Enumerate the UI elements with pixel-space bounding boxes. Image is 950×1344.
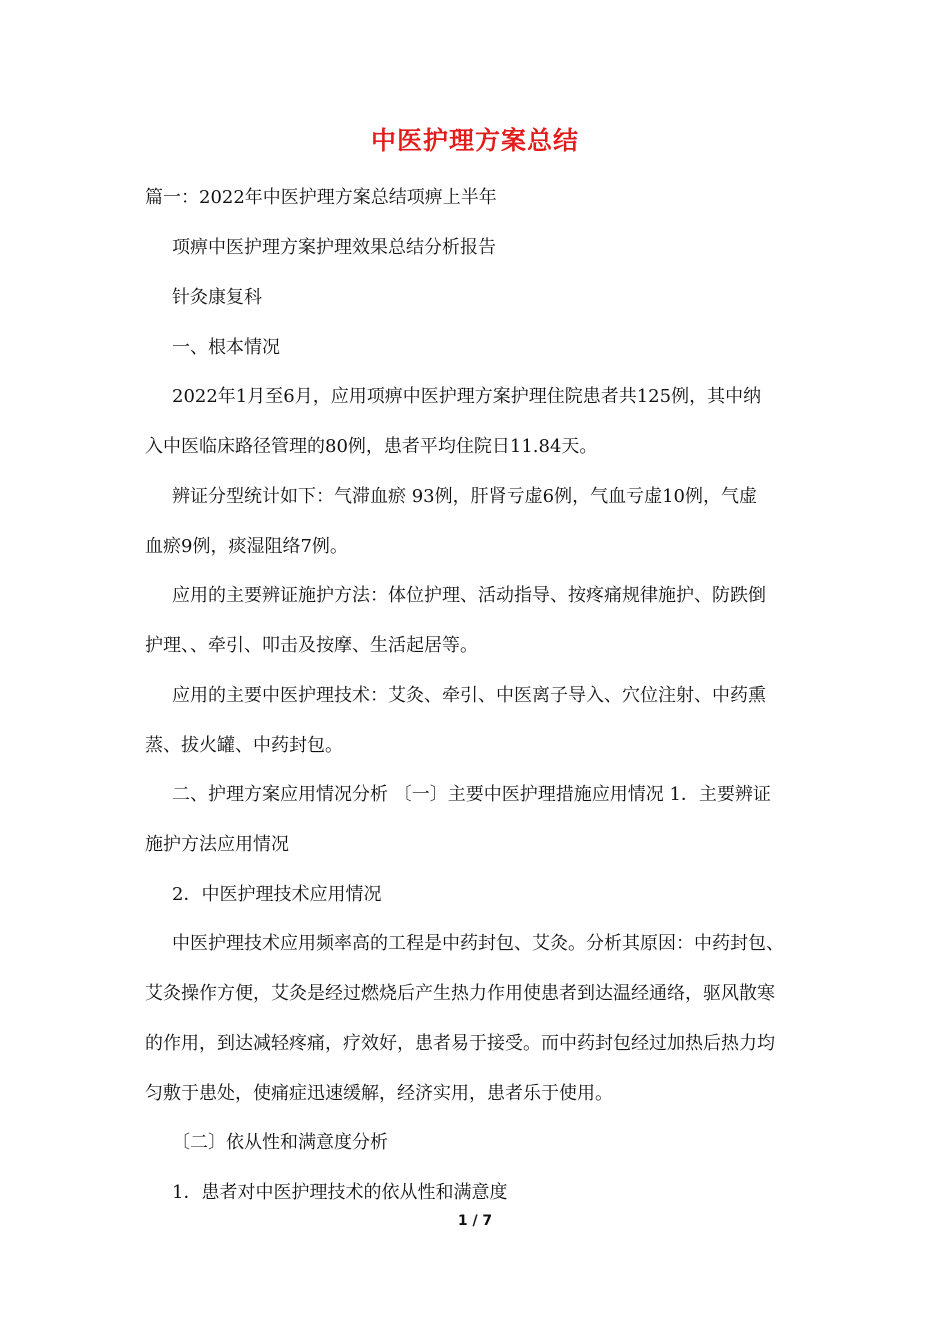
paragraph-line: 辨证分型统计如下：气滞血瘀 93例，肝肾亏虚6例，气血亏虚10例，气虚 [172, 486, 757, 507]
subsection-heading: 1．患者对中医护理技术的依从性和满意度 [172, 1182, 508, 1203]
page-number: 1 / 7 [457, 1213, 493, 1229]
subsection-heading: 2．中医护理技术应用情况 [172, 884, 382, 905]
paragraph-line: 施护方法应用情况 [145, 834, 289, 855]
subsection-heading: 〔二〕依从性和满意度分析 [172, 1132, 388, 1153]
section-heading: 二、护理方案应用情况分析 〔一〕主要中医护理措施应用情况 1．主要辨证 [172, 784, 771, 805]
department-line: 针灸康复科 [172, 287, 262, 308]
paragraph-line: 的作用，到达减轻疼痛，疗效好，患者易于接受。而中药封包经过加热后热力均 [145, 1033, 775, 1054]
section-heading: 一、根本情况 [172, 337, 280, 358]
paragraph-line: 入中医临床路径管理的80例，患者平均住院日11.84天。 [145, 436, 598, 457]
subtitle-line: 项痹中医护理方案护理效果总结分析报告 [172, 237, 496, 258]
paragraph-line: 艾灸操作方便，艾灸是经过燃烧后产生热力作用使患者到达温经通络，驱风散寒 [145, 983, 775, 1004]
paragraph-line: 应用的主要中医护理技术：艾灸、牵引、中医离子导入、穴位注射、中药熏 [172, 685, 766, 706]
heading-line: 篇一：2022年中医护理方案总结项痹上半年 [145, 187, 497, 208]
paragraph-line: 应用的主要辨证施护方法：体位护理、活动指导、按疼痛规律施护、防跌倒 [172, 585, 766, 606]
paragraph-line: 蒸、拔火罐、中药封包。 [145, 735, 343, 756]
paragraph-line: 匀敷于患处，使痛症迅速缓解，经济实用，患者乐于使用。 [145, 1083, 613, 1104]
paragraph-line: 血瘀9例，痰湿阻络7例。 [145, 536, 348, 557]
document-title: 中医护理方案总结 [370, 126, 579, 155]
paragraph-line: 护理、、牵引、叩击及按摩、生活起居等。 [145, 635, 478, 656]
paragraph-line: 2022年1月至6月，应用项痹中医护理方案护理住院患者共125例，其中纳 [172, 386, 762, 407]
paragraph-line: 中医护理技术应用频率高的工程是中药封包、艾灸。分析其原因：中药封包、 [172, 933, 784, 954]
